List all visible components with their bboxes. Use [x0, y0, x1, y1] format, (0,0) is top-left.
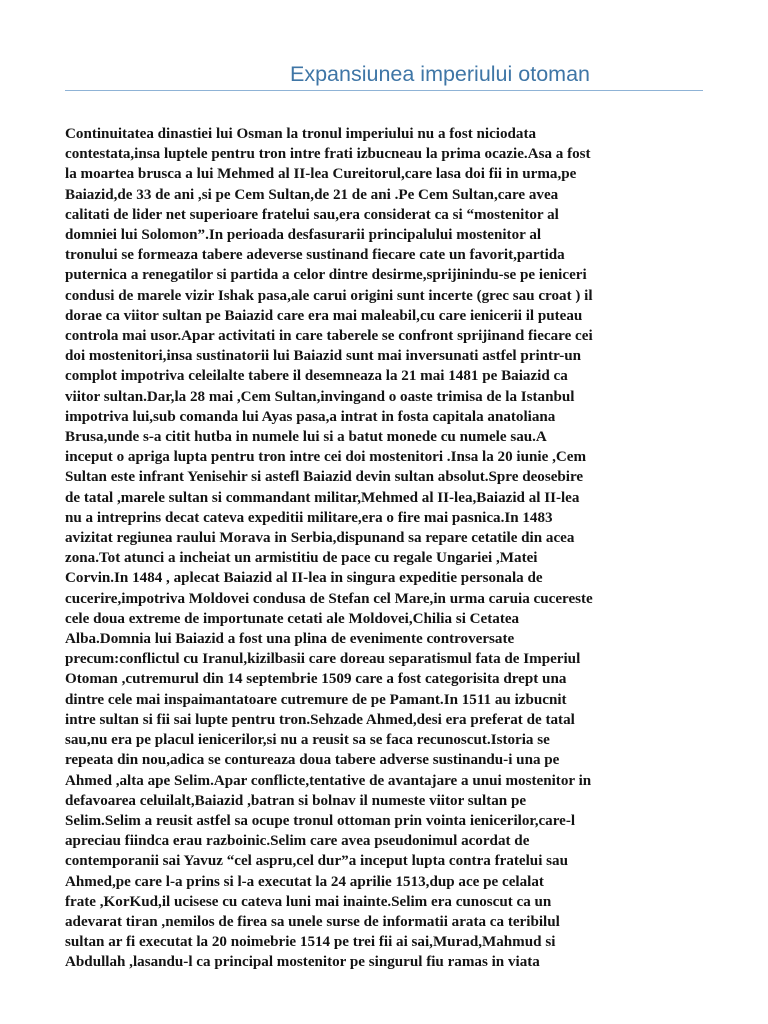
text-line: domniei lui Solomon”.In perioada desfasurarii principalului mostenitor al [65, 227, 542, 244]
text-line: dorae ca viitor sultan pe Baiazid care era mai maleabil,cu care ienicerii il puteau [65, 307, 583, 324]
text-line: zona.Tot atunci a incheiat un armistitiu de pace cu regale Ungariei ,Matei [65, 550, 538, 567]
text-line: sultan ar fi executat la 20 noimebrie 1514 pe trei fii ai sai,Murad,Mahmud si [65, 934, 556, 951]
text-line: adevarat tiran ,nemilos de firea sa unele surse de informatii arata ca teribilul [65, 913, 560, 930]
text-line: apreciau fiindca erau razboinic.Selim care avea pseudonimul acordat de [65, 833, 530, 850]
text-line: Otoman ,cutremurul din 14 septembrie 1509 care a fost categorisita drept una [65, 671, 567, 688]
text-line: repeata din nou,adica se contureaza doua tabere adverse sustinandu-i una pe [65, 752, 560, 769]
text-line: doi mostenitori,insa sustinatorii lui Baiazid sunt mai inversunati astfel printr-un [65, 348, 582, 365]
text-line: Alba.Domnia lui Baiazid a fost una plina de evenimente controversate [65, 631, 515, 648]
text-line: Sultan este infrant Yenisehir si astefl Baiazid devin sultan absolut.Spre deosebire [65, 469, 584, 486]
text-line: tronului se formeaza tabere adeverse sustinand fiecare cate un favorit,partida [65, 247, 565, 264]
body-paragraph [65, 124, 715, 973]
text-line: Ahmed ,alta ape Selim.Apar conflicte,tentative de avantajare a unui mostenitor in [65, 772, 592, 789]
text-line: Ahmed,pe care l-a prins si l-a executat la 24 aprilie 1513,dup ace pe celalat [65, 873, 544, 890]
text-line: la moartea brusca a lui Mehmed al II-lea Cureitorul,care lasa doi fii in urma,pe [65, 166, 577, 183]
text-line: puternica a renegatilor si partida a celor dintre desirme,sprijinindu-se pe ieniceri [65, 267, 587, 284]
text-line: defavoarea celuilalt,Baiazid ,batran si bolnav il numeste viitor sultan pe [65, 792, 527, 809]
text-line: nu a intreprins decat cateva expeditii militare,era o fire mai pasnica.In 1483 [65, 509, 553, 526]
text-line: sau,nu era pe placul ienicerilor,si nu a reusit sa se faca recunoscut.Istoria se [65, 732, 550, 749]
text-line: contestata,insa luptele pentru tron intre frati izbucneau la prima ocazie.Asa a fost [65, 146, 591, 163]
text-line: controla mai usor.Apar activitati in care taberele se confront sprijinand fiecare cei [65, 328, 593, 345]
text-line: cucerire,impotriva Moldovei condusa de Stefan cel Mare,in urma caruia cucereste [65, 590, 593, 607]
text-line: contemporanii sai Yavuz “cel aspru,cel dur”a inceput lupta contra fratelui sau [65, 853, 568, 870]
text-line: Corvin.In 1484 , aplecat Baiazid al II-lea in singura expeditie personala de [65, 570, 543, 587]
text-line: precum:conflictul cu Iranul,kizilbasii care doreau separatismul fata de Imperiul [65, 651, 581, 668]
title-underline-rule [65, 90, 703, 91]
text-line: inceput o apriga lupta pentru tron intre cei doi mostenitori .Insa la 20 iunie ,Cem [65, 449, 587, 466]
text-line: calitati de lider net superioare fratelui sau,era considerat ca si “mostenitor al [65, 206, 559, 223]
text-line: complot impotriva celeilalte tabere il desemneaza la 21 mai 1481 pe Baiazid ca [65, 368, 568, 385]
text-line: de tatal ,marele sultan si commandant militar,Mehmed al II-lea,Baiazid al II-lea [65, 489, 580, 506]
text-line: intre sultan si fii sai lupte pentru tron.Sehzade Ahmed,desi era preferat de tatal [65, 711, 575, 728]
text-line: Continuitatea dinastiei lui Osman la tronul imperiului nu a fost niciodata [65, 126, 537, 142]
text-line: avizitat regiunea raului Morava in Serbia,dispunand sa repare cetatile din acea [65, 530, 575, 547]
text-line: Brusa,unde s-a citit hutba in numele lui si a batut monede cu numele sau.A [65, 429, 547, 446]
text-line: Selim.Selim a reusit astfel sa ocupe tronul ottoman prin vointa ienicerilor,care-l [65, 812, 576, 829]
document-title: Expansiunea imperiului otoman [290, 62, 590, 86]
text-line: Abdullah ,lasandu-l ca principal mostenitor pe singurul fiu ramas in viata [65, 954, 540, 971]
text-line: dintre cele mai inspaimantatoare cutremure de pe Pamant.In 1511 au izbucnit [65, 691, 567, 708]
text-line: condusi de marele vizir Ishak pasa,ale carui origini sunt incerte (grec sau croat ) il [65, 287, 593, 304]
text-line: viitor sultan.Dar,la 28 mai ,Cem Sultan,invingand o oaste trimisa de la Istanbul [65, 388, 575, 405]
text-line: impotriva lui,sub comanda lui Ayas pasa,a intrat in fosta capitala anatoliana [65, 408, 556, 425]
text-line: cele doua extreme de importunate cetati ale Moldovei,Chilia si Cetatea [65, 610, 520, 627]
text-line: frate ,KorKud,il ucisese cu cateva luni mai inainte.Selim era cunoscut ca un [65, 893, 552, 910]
text-line: Baiazid,de 33 de ani ,si pe Cem Sultan,de 21 de ani .Pe Cem Sultan,care avea [65, 186, 559, 203]
